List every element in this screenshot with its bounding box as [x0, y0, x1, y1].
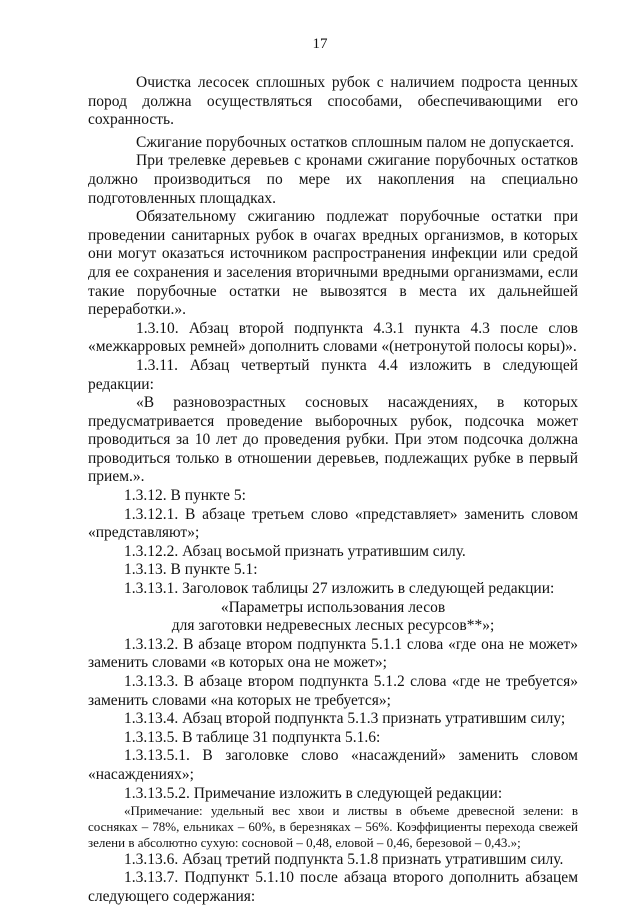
- paragraph: 1.3.13.1. Заголовок таблицы 27 изложить в следующей редакции:: [124, 580, 555, 598]
- paragraph: 1.3.13.5. В таблице 31 подпункта 5.1.6:: [124, 728, 381, 746]
- paragraph: 1.3.12.1. В абзаце третьем слово «представляет» заменить словом «представляют»;: [88, 505, 578, 542]
- document-body: [88, 74, 578, 906]
- paragraph: 1.3.12. В пункте 5:: [124, 487, 246, 505]
- paragraph: 1.3.13. В пункте 5.1:: [124, 561, 258, 579]
- paragraph: 1.3.13.3. В абзаце втором подпункта 5.1.2 слова «где не требуется» заменить словами «на которых не требуется»;: [88, 673, 578, 709]
- paragraph: 1.3.13.7. Подпункт 5.1.10 после абзаца второго дополнить абзацем следующего содержания:: [88, 869, 578, 905]
- paragraph: 1.3.12.2. Абзац восьмой признать утратившим силу.: [124, 542, 466, 560]
- paragraph: 1.3.11. Абзац четвертый пункта 4.4 изложить в следующей редакции:: [88, 356, 578, 393]
- paragraph: 1.3.13.2. В абзаце втором подпункта 5.1.1 слова «где она не может» заменить словами «в которых она не может»;: [88, 635, 578, 672]
- note-paragraph: «Примечание: удельный вес хвои и листвы в объеме древесной зелени: в сосняках – 78%, ельниках – 60%, в березняках – 56%. Коэффициенты перехода свежей зелени в абсолютно сухую: сосновой – 0,48, еловой – 0,46, березовой – 0,43.»;: [88, 803, 578, 850]
- paragraph: 1.3.13.4. Абзац второй подпункта 5.1.3 признать утратившим силу;: [124, 710, 566, 728]
- page-number: 17: [312, 36, 328, 52]
- table-title-line: «Параметры использования лесов: [220, 598, 446, 616]
- paragraph: 1.3.13.5.2. Примечание изложить в следующей редакции:: [124, 784, 503, 802]
- table-title-line: для заготовки недревесных лесных ресурсов**»;: [171, 617, 495, 635]
- paragraph: Очистка лесосек сплошных рубок с наличием подроста ценных пород должна осуществляться способами, обеспечивающими его сохранность.: [88, 74, 578, 129]
- paragraph: Сжигание порубочных остатков сплошным палом не допускается.: [136, 133, 575, 151]
- paragraph: 1.3.10. Абзац второй подпункта 4.3.1 пункта 4.3 после слов «межкарровых ремней» дополнить словами «(нетронутой полосы коры)».: [88, 319, 578, 356]
- paragraph: 1.3.13.5.1. В заголовке слово «насаждений» заменить словом «насаждениях»;: [88, 747, 578, 783]
- paragraph: «В разновозрастных сосновых насаждениях, в которых предусматривается проведение выборочных рубок, подсочка может проводиться за 10 лет до проведения рубки. При этом подсочка должна проводиться только в отношении деревьев, подлежащих рубке в первый прием.».: [88, 394, 578, 486]
- paragraph: Обязательному сжиганию подлежат порубочные остатки при проведении санитарных рубок в очагах вредных организмов, в которых они могут оказаться источником распространения инфекции или средой для ее сохранения и заселения вторичными вредными организмами, если такие порубочные остатки не вывозятся в места их дальнейшей переработки.».: [88, 208, 578, 319]
- paragraph: При трелевке деревьев с кронами сжигание порубочных остатков должно производиться по мере их накопления на специально подготовленных площадках.: [88, 152, 578, 207]
- paragraph: 1.3.13.6. Абзац третий подпункта 5.1.8 признать утратившим силу.: [124, 850, 564, 868]
